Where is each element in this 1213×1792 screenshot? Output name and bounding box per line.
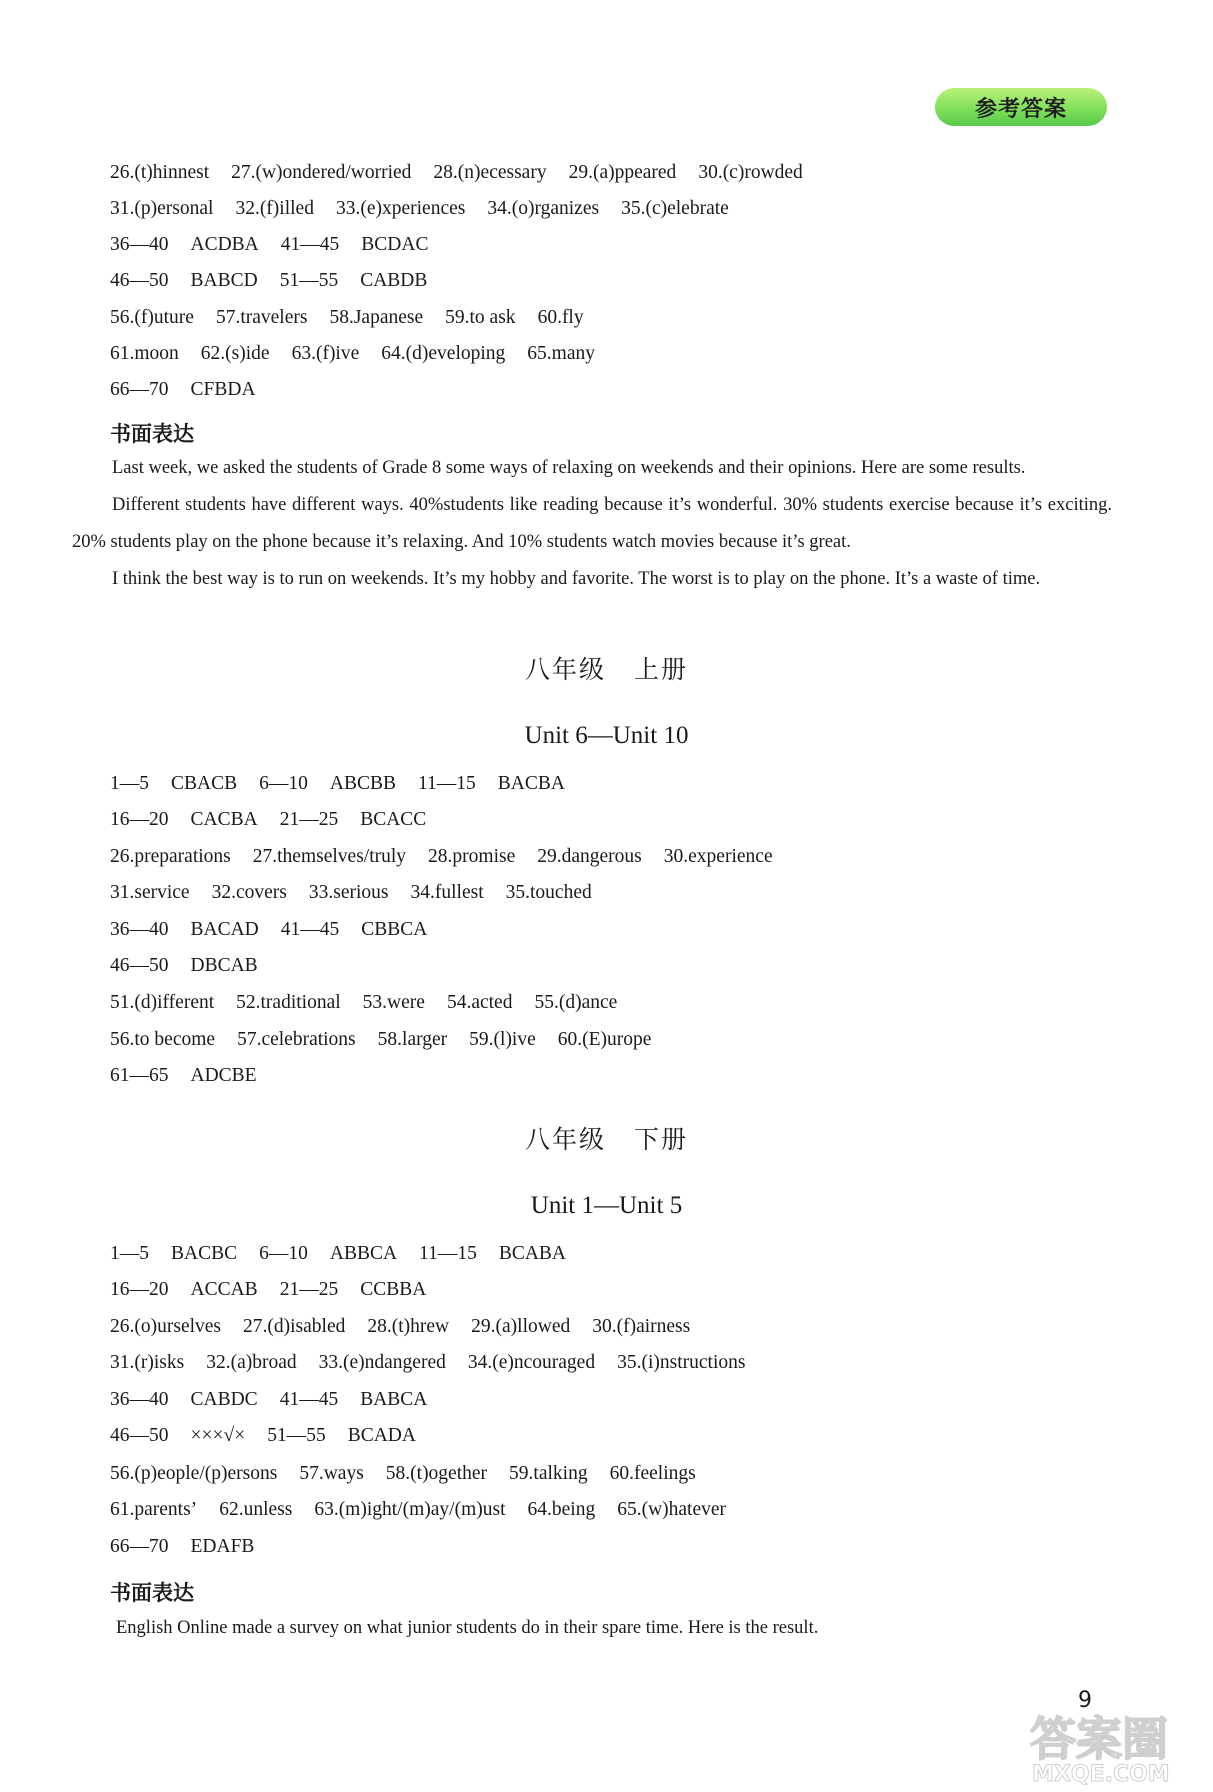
unit-range-heading: Unit 6—Unit 10 [524, 722, 689, 749]
answer-line [110, 953, 280, 979]
answer-item: ACDBA [190, 234, 259, 255]
answer-item: 56.to become [110, 1029, 216, 1050]
answer-item: 28.(n)ecessary [433, 162, 547, 183]
answer-item: 31.(r)isks [110, 1352, 185, 1373]
answer-line [110, 1497, 748, 1523]
answer-line [110, 341, 617, 367]
answer-item: 26.(t)hinnest [110, 162, 210, 183]
answer-item: 6—10 [259, 773, 308, 794]
answer-item: 11—15 [419, 1243, 477, 1264]
answer-item: 21—25 [279, 809, 339, 830]
answer-item: 30.(f)airness [592, 1316, 691, 1337]
writing-paragraph: Different students have different ways. 40%students like reading because it’s wonderful. 30% students exercise because it’s exciting. 20% students play on the phone because it’s relaxing. And 10% students watch movies because it’s great. [72, 495, 1112, 552]
answer-item: ACCAB [190, 1279, 258, 1300]
answer-line [110, 1461, 718, 1487]
answer-item: 21—25 [279, 1279, 339, 1300]
grade-heading [0, 1124, 1213, 1156]
answer-line [110, 377, 278, 403]
answer-item: BACBA [497, 773, 565, 794]
answer-item: BACBC [171, 1243, 238, 1264]
answer-item: 56.(f)uture [110, 307, 194, 328]
answer-item: 59.to ask [445, 307, 516, 328]
answer-item: 16—20 [110, 809, 169, 830]
answer-item: BCDAC [361, 234, 429, 255]
answer-line [110, 305, 606, 331]
answer-line [110, 771, 587, 797]
answer-item: 66—70 [110, 379, 169, 400]
answer-item: CBACB [171, 773, 238, 794]
answer-item: 41—45 [280, 234, 340, 255]
answer-item: 60.feelings [609, 1463, 696, 1484]
answer-item: BCACC [360, 809, 427, 830]
answer-item: 27.(w)ondered/worried [231, 162, 412, 183]
writing-passage [72, 450, 1112, 598]
answer-line [110, 1423, 438, 1449]
answer-item: 27.themselves/truly [252, 846, 407, 867]
answer-item: 34.fullest [410, 882, 484, 903]
answer-item: 63.(f)ive [291, 343, 360, 364]
answer-item: 60.fly [537, 307, 584, 328]
answer-item: 29.(a)ppeared [568, 162, 677, 183]
answer-item: 62.(s)ide [200, 343, 270, 364]
answer-item: 30.(c)rowded [698, 162, 803, 183]
answer-item: 32.(f)illed [235, 198, 314, 219]
answer-item: 11—15 [417, 773, 476, 794]
answer-item: 53.were [362, 992, 425, 1013]
page-number: 9 [1078, 1688, 1092, 1713]
answer-line [110, 990, 639, 1016]
answer-line [110, 268, 449, 294]
answer-line [110, 844, 795, 870]
writing-passage [72, 1610, 1112, 1647]
answer-item: 58.Japanese [329, 307, 424, 328]
answer-item: 33.(e)ndangered [318, 1352, 446, 1373]
answer-line [110, 1387, 449, 1413]
answer-item: 61—65 [110, 1065, 169, 1086]
answer-item: BCADA [347, 1425, 416, 1446]
answer-item: 58.(t)ogether [385, 1463, 488, 1484]
grade-label: 八年级 [524, 655, 606, 684]
answer-item: EDAFB [190, 1536, 255, 1557]
grade-label: 八年级 [524, 1125, 606, 1154]
answer-item: 36—40 [110, 234, 169, 255]
answer-item: 64.being [527, 1499, 596, 1520]
answer-item: 61.parents’ [110, 1499, 198, 1520]
answer-line [110, 160, 825, 186]
answer-item: 1—5 [110, 1243, 149, 1264]
answer-line [110, 1063, 279, 1089]
writing-heading: 书面表达 [110, 1581, 194, 1605]
answer-item: CCBBA [360, 1279, 427, 1300]
answer-item: ABBCA [329, 1243, 398, 1264]
answer-item: 46—50 [110, 1425, 169, 1446]
answer-item: CBBCA [361, 919, 428, 940]
svg-text:MXQE.COM: MXQE.COM [1032, 1762, 1170, 1787]
unit-range-heading: Unit 1—Unit 5 [530, 1192, 683, 1219]
watermark-logo [1020, 1705, 1200, 1787]
answer-item: 31.service [110, 882, 190, 903]
answer-key-badge: 参考答案 [935, 88, 1107, 126]
answer-line [110, 196, 751, 222]
answer-item: BCABA [498, 1243, 567, 1264]
answer-item: 28.promise [428, 846, 516, 867]
answer-item: 57.travelers [215, 307, 308, 328]
answer-item: CACBA [190, 809, 258, 830]
answer-item: 54.acted [446, 992, 513, 1013]
answer-line [110, 1534, 276, 1560]
answer-item: ADCBE [190, 1065, 257, 1086]
answer-item: 57.ways [299, 1463, 364, 1484]
answer-item: 30.experience [663, 846, 773, 867]
answer-item: DBCAB [190, 955, 258, 976]
answer-item: 35.touched [505, 882, 592, 903]
answer-item: 65.many [527, 343, 595, 364]
answer-item: 1—5 [110, 773, 149, 794]
writing-heading: 书面表达 [110, 422, 194, 446]
answer-item: 52.traditional [236, 992, 341, 1013]
answer-item: ABCBB [329, 773, 396, 794]
answer-item: 33.(e)xperiences [335, 198, 466, 219]
answer-item: 29.dangerous [537, 846, 642, 867]
grade-heading [0, 654, 1213, 686]
answer-item: 31.(p)ersonal [110, 198, 214, 219]
answer-item: 51.(d)ifferent [110, 992, 215, 1013]
answer-item: 59.(l)ive [469, 1029, 536, 1050]
answer-line [110, 232, 450, 258]
answer-item: 56.(p)eople/(p)ersons [110, 1463, 278, 1484]
answer-item: 41—45 [280, 919, 340, 940]
answer-item: CFBDA [190, 379, 256, 400]
answer-line [110, 917, 449, 943]
answer-item: 59.talking [509, 1463, 588, 1484]
answer-item: 34.(e)ncouraged [467, 1352, 596, 1373]
answer-item: 41—45 [279, 1389, 339, 1410]
answer-item: 36—40 [110, 1389, 169, 1410]
answer-item: 65.(w)hatever [617, 1499, 727, 1520]
answer-item: 51—55 [279, 270, 339, 291]
answer-item: 26.(o)urselves [110, 1316, 222, 1337]
answer-line [110, 1350, 767, 1376]
answer-item: 55.(d)ance [534, 992, 618, 1013]
answer-line [110, 1277, 448, 1303]
answer-line [110, 1027, 673, 1053]
svg-text:答案圈: 答案圈 [1030, 1712, 1168, 1766]
volume-label: 下册 [634, 1125, 689, 1154]
answer-item: 61.moon [110, 343, 179, 364]
writing-paragraph: English Online made a survey on what junior students do in their spare time. Here is the result. [116, 1618, 819, 1638]
answer-item: 66—70 [110, 1536, 169, 1557]
answer-item: 35.(c)elebrate [621, 198, 729, 219]
answer-item: CABDC [190, 1389, 258, 1410]
answer-item: 27.(d)isabled [243, 1316, 346, 1337]
answer-item: 6—10 [259, 1243, 308, 1264]
answer-item: BABCD [190, 270, 258, 291]
answer-item: CABDB [360, 270, 428, 291]
answer-item: 46—50 [110, 270, 169, 291]
answer-item: 16—20 [110, 1279, 169, 1300]
answer-item: 29.(a)llowed [471, 1316, 571, 1337]
answer-item: 51—55 [267, 1425, 326, 1446]
writing-paragraph: Last week, we asked the students of Grade 8 some ways of relaxing on weekends and their opinions. Here are some results. [112, 458, 1026, 478]
answer-line [110, 1314, 712, 1340]
answer-item: ×××√× [190, 1425, 246, 1446]
answer-item: 28.(t)hrew [367, 1316, 450, 1337]
answer-item: BACAD [190, 919, 259, 940]
answer-item: 32.(a)broad [206, 1352, 297, 1373]
answer-item: 36—40 [110, 919, 169, 940]
answer-item: 35.(i)nstructions [617, 1352, 746, 1373]
answer-item: 34.(o)rganizes [487, 198, 600, 219]
answer-item: 63.(m)ight/(m)ay/(m)ust [314, 1499, 506, 1520]
answer-item: 26.preparations [110, 846, 231, 867]
answer-item: 33.serious [308, 882, 389, 903]
writing-paragraph: I think the best way is to run on weekends. It’s my hobby and favorite. The worst is to play on the phone. It’s a waste of time. [112, 569, 1041, 589]
answer-item: 60.(E)urope [557, 1029, 652, 1050]
answer-item: 58.larger [377, 1029, 448, 1050]
answer-item: 32.covers [211, 882, 287, 903]
answer-item: 57.celebrations [237, 1029, 356, 1050]
volume-label: 上册 [634, 655, 689, 684]
answer-item: 64.(d)eveloping [381, 343, 506, 364]
answer-item: 46—50 [110, 955, 169, 976]
answer-item: 62.unless [219, 1499, 293, 1520]
answer-line [110, 807, 448, 833]
answer-line [110, 1241, 588, 1267]
answer-line [110, 880, 614, 906]
answer-item: BABCA [360, 1389, 428, 1410]
